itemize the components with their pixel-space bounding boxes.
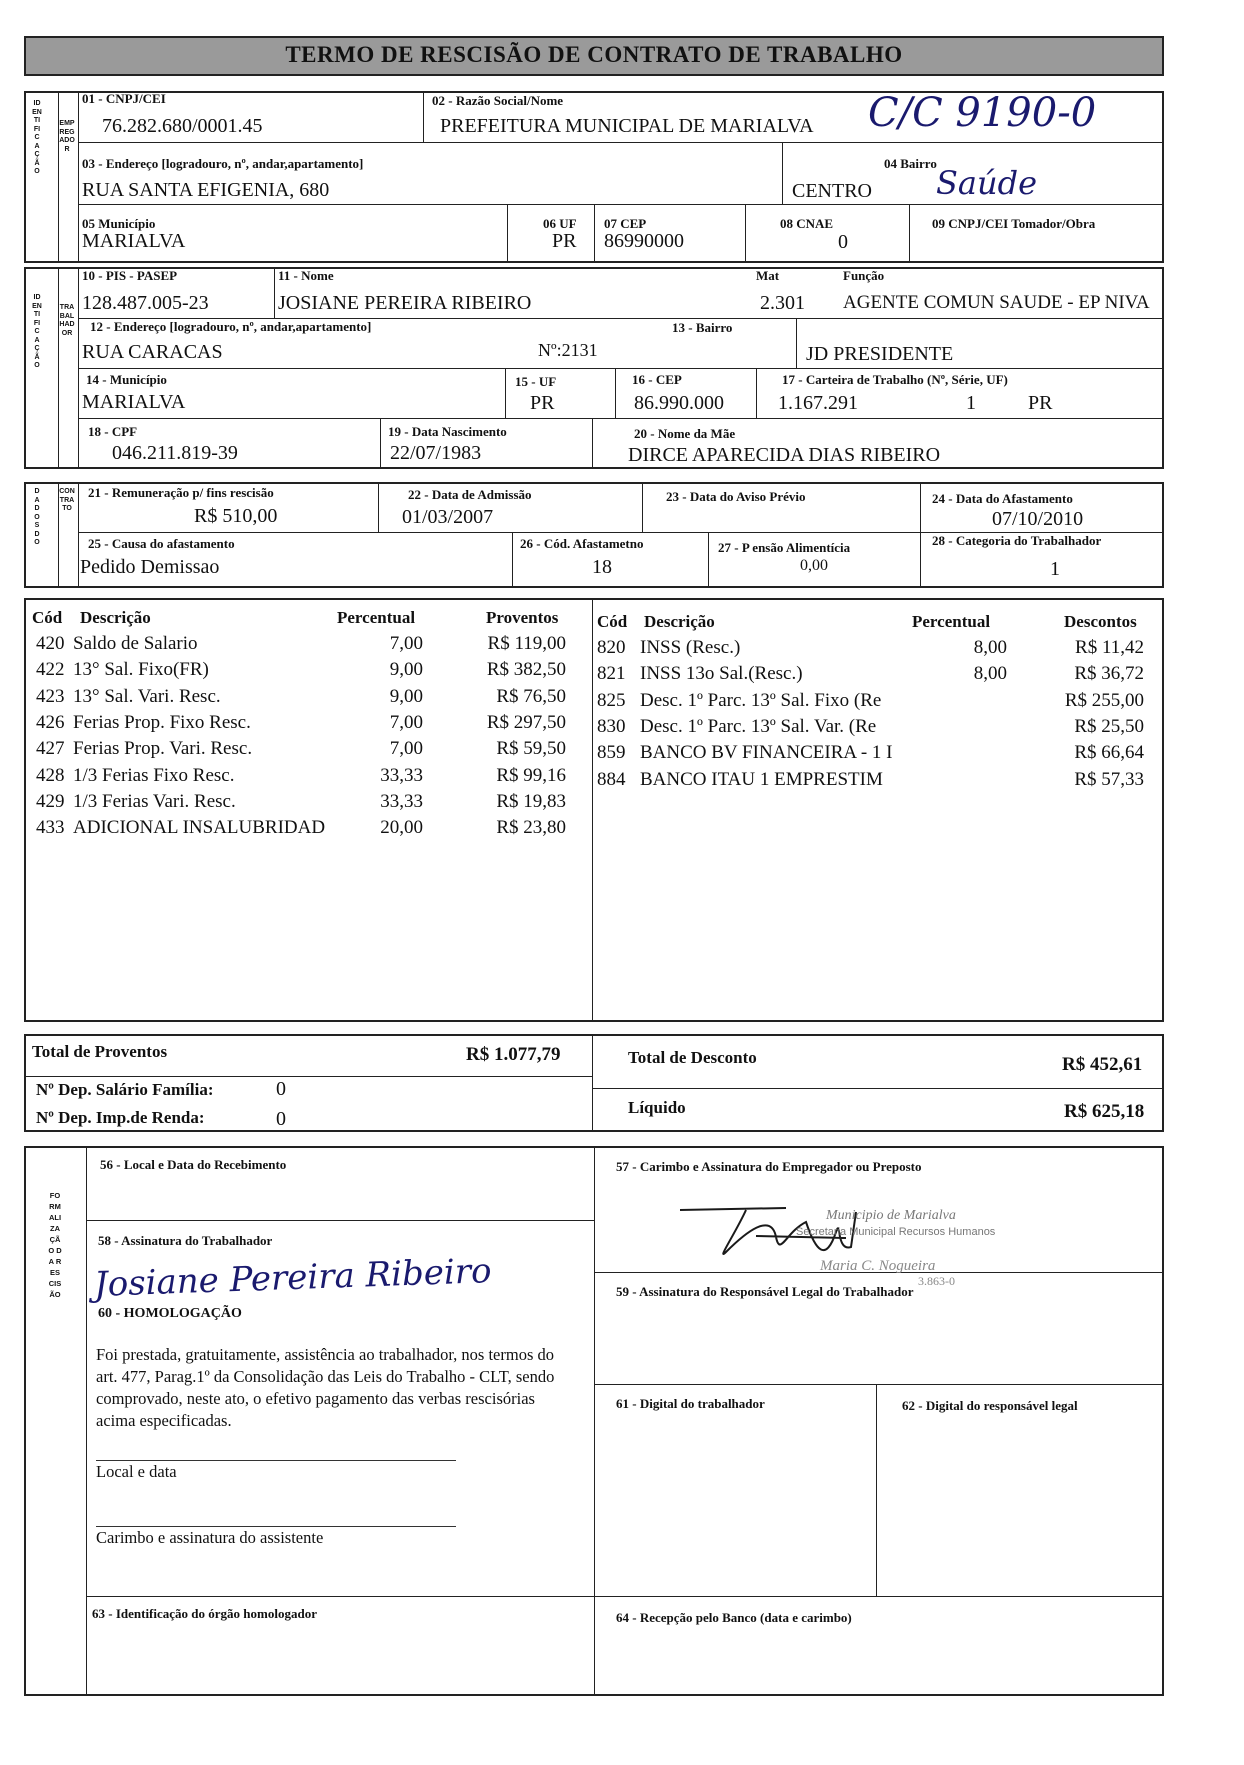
side-label-identificacao: IDENTIFICAÇÃO — [32, 100, 42, 175]
descontos-header-perc: Percentual — [912, 612, 991, 631]
descontos-row-val: R$ 36,72 — [1074, 663, 1144, 685]
remun-label: 21 - Remuneração p/ fins rescisão — [88, 485, 274, 500]
proventos-row-perc: 33,33 — [380, 764, 423, 786]
pensao-label: 27 - P ensão Alimentícia — [718, 540, 851, 555]
cod-afast-label: 26 - Cód. Afastametno — [520, 536, 644, 551]
proventos-row-desc: 13° Sal. Vari. Resc. — [73, 685, 221, 707]
dep-familia-value: 0 — [276, 1078, 286, 1100]
cep-value: 86990000 — [604, 230, 684, 252]
descontos-row-val: R$ 66,64 — [1074, 742, 1144, 764]
causa-label: 25 - Causa do afastamento — [88, 536, 235, 551]
total-desconto-label: Total de Desconto — [628, 1048, 757, 1067]
proventos-row-val: R$ 99,16 — [496, 764, 566, 786]
proventos-row-cod: 427 — [36, 738, 65, 760]
proventos-header-val: Proventos — [486, 608, 559, 627]
liquido-value: R$ 625,18 — [1064, 1101, 1145, 1122]
proventos-row-desc: Ferias Prop. Fixo Resc. — [73, 711, 251, 733]
mat-value: 2.301 — [760, 292, 805, 314]
descontos-row-val: R$ 255,00 — [1064, 689, 1144, 711]
descontos-header-cod: Cód — [597, 612, 628, 631]
categoria-label: 28 - Categoria do Trabalhador — [932, 533, 1102, 548]
cnae-value: 0 — [838, 231, 848, 253]
worker-municipio-value: MARIALVA — [82, 391, 186, 413]
cnpj-value: 76.282.680/0001.45 — [102, 115, 263, 137]
ctps-label: 17 - Carteira de Trabalho (Nº, Série, UF) — [782, 372, 1008, 387]
handwritten-ref: C/C 9190-0 — [868, 90, 1097, 136]
proventos-header-perc: Percentual — [337, 608, 416, 627]
descontos-row-cod: 884 — [597, 768, 626, 790]
total-proventos-label: Total de Proventos — [32, 1042, 168, 1061]
liquido-label: Líquido — [628, 1098, 686, 1117]
dep-renda-label: Nº Dep. Imp.de Renda: — [36, 1108, 205, 1127]
side-label-trabalhador: TRABALHADOR — [59, 304, 75, 337]
document-title: TERMO DE RESCISÃO DE CONTRATO DE TRABALHO — [285, 42, 903, 67]
side-label-dados-do: DADOS DO — [34, 488, 40, 546]
field-64-label: 64 - Recepção pelo Banco (data e carimbo) — [616, 1610, 852, 1625]
descontos-row-val: R$ 25,50 — [1074, 715, 1144, 737]
proventos-row-cod: 429 — [36, 790, 65, 812]
mae-value: DIRCE APARECIDA DIAS RIBEIRO — [628, 444, 941, 466]
homologacao-text: Foi prestada, gratuitamente, assistência ao trabalhador, nos termos do art. 477, Parag.1º da Consolidação das Leis do Trabalho - CLT, sendo comprovado, neste ato, o efetivo pagamento das verbas rescisórias acima especificadas. — [96, 1345, 555, 1430]
endereco-label: 03 - Endereço [logradouro, nº, andar,apartamento] — [82, 156, 364, 171]
worker-signature: Josiane Pereira Ribeiro — [93, 1251, 493, 1305]
descontos-row-desc: BANCO ITAU 1 EMPRESTIM — [640, 768, 883, 790]
afast-label: 24 - Data do Afastamento — [932, 491, 1073, 506]
descontos-row-cod: 830 — [597, 715, 626, 737]
handwritten-bairro: Saúde — [936, 164, 1038, 202]
cep-label: 07 CEP — [604, 216, 647, 231]
stamp-line-1: Municipio de Marialva — [826, 1208, 956, 1223]
descontos-header-val: Descontos — [1064, 612, 1137, 631]
razao-label: 02 - Razão Social/Nome — [432, 93, 564, 108]
worker-cep-value: 86.990.000 — [634, 392, 724, 414]
local-data-label: Local e data — [96, 1462, 177, 1481]
aviso-label: 23 - Data do Aviso Prévio — [666, 489, 806, 504]
funcao-label: Função — [843, 268, 885, 283]
razao-value: PREFEITURA MUNICIPAL DE MARIALVA — [440, 115, 814, 137]
descontos-row-desc: INSS 13o Sal.(Resc.) — [640, 663, 803, 685]
proventos-header-desc: Descrição — [80, 608, 151, 627]
municipio-value: MARIALVA — [82, 230, 186, 252]
side-label-contrato: CONTRATO — [59, 488, 75, 512]
carimbo-assistente-label: Carimbo e assinatura do assistente — [96, 1528, 324, 1547]
mat-label: Mat — [756, 268, 780, 283]
title-bar — [24, 36, 1164, 76]
nasc-label: 19 - Data Nascimento — [388, 424, 507, 439]
field-63-label: 63 - Identificação do órgão homologador — [92, 1606, 317, 1621]
pis-value: 128.487.005-23 — [82, 292, 209, 314]
proventos-row-cod: 422 — [36, 659, 65, 681]
worker-municipio-label: 14 - Município — [86, 372, 167, 387]
municipio-label: 05 Município — [82, 216, 156, 231]
proventos-row-val: R$ 23,80 — [496, 817, 566, 839]
proventos-row-val: R$ 297,50 — [486, 711, 566, 733]
proventos-row-cod: 428 — [36, 764, 65, 786]
categoria-value: 1 — [1050, 558, 1060, 580]
proventos-row-desc: 1/3 Ferias Fixo Resc. — [73, 764, 235, 786]
employer-signature-icon — [676, 1192, 1026, 1292]
proventos-row-desc: Saldo de Salario — [73, 633, 198, 654]
proventos-row-cod: 433 — [36, 817, 65, 839]
uf-value: PR — [552, 230, 577, 252]
admissao-value: 01/03/2007 — [402, 506, 494, 528]
proventos-row-perc: 9,00 — [389, 685, 423, 707]
descontos-row-perc: 8,00 — [973, 663, 1007, 685]
cnpj-label: 01 - CNPJ/CEI — [82, 91, 166, 106]
uf-label: 06 UF — [543, 216, 577, 231]
pensao-value: 0,00 — [800, 557, 828, 574]
ctps-serie-value: 1 — [966, 392, 976, 414]
ctps-uf-value: PR — [1028, 392, 1053, 414]
remun-value: R$ 510,00 — [194, 505, 278, 527]
stamp-line-2: Secretaria Municipal Recursos Humanos — [796, 1226, 996, 1238]
proventos-row-desc: 1/3 Ferias Vari. Resc. — [73, 790, 236, 812]
proventos-row-cod: 423 — [36, 685, 65, 707]
proventos-row-val: R$ 76,50 — [496, 685, 566, 707]
worker-cep-label: 16 - CEP — [632, 372, 682, 387]
pis-label: 10 - PIS - PASEP — [82, 268, 178, 283]
cpf-label: 18 - CPF — [88, 424, 138, 439]
dep-familia-label: Nº Dep. Salário Família: — [36, 1080, 214, 1099]
proventos-row-perc: 20,00 — [380, 817, 423, 839]
proventos-row-val: R$ 382,50 — [486, 659, 566, 681]
side-label-formalizacao: FORMALIZAÇÃO DA RESCISÃO — [48, 1191, 62, 1299]
nome-label: 11 - Nome — [278, 268, 334, 283]
proventos-row-perc: 33,33 — [380, 790, 423, 812]
proventos-row-desc: ADICIONAL INSALUBRIDAD — [73, 817, 326, 839]
side-label-empregador: EMPREGADOR — [59, 120, 75, 153]
worker-numero-value: Nº:2131 — [538, 340, 598, 360]
nome-value: JOSIANE PEREIRA RIBEIRO — [278, 292, 532, 314]
field-59-label: 59 - Assinatura do Responsável Legal do Trabalhador — [616, 1284, 914, 1299]
field-60-label: 60 - HOMOLOGAÇÃO — [98, 1306, 242, 1321]
worker-endereco-label: 12 - Endereço [logradouro, nº, andar,apartamento] — [90, 319, 372, 334]
descontos-row-val: R$ 11,42 — [1075, 637, 1144, 658]
proventos-row-perc: 9,00 — [389, 659, 423, 681]
total-proventos-value: R$ 1.077,79 — [466, 1044, 561, 1065]
worker-uf-value: PR — [530, 392, 555, 414]
funcao-value: AGENTE COMUN SAUDE - EP NIVA — [843, 292, 1150, 313]
dep-renda-value: 0 — [276, 1108, 286, 1130]
cod-afast-value: 18 — [592, 556, 612, 578]
nasc-value: 22/07/1983 — [390, 442, 482, 464]
proventos-row-cod: 420 — [36, 633, 65, 654]
worker-uf-label: 15 - UF — [515, 374, 557, 389]
proventos-row-val: R$ 59,50 — [496, 738, 566, 760]
mae-label: 20 - Nome da Mãe — [634, 426, 736, 441]
field-56-label: 56 - Local e Data do Recebimento — [100, 1157, 287, 1172]
proventos-row-perc: 7,00 — [389, 738, 423, 760]
cpf-value: 046.211.819-39 — [112, 442, 238, 464]
total-desconto-value: R$ 452,61 — [1062, 1054, 1143, 1075]
field-61-label: 61 - Digital do trabalhador — [616, 1396, 765, 1411]
field-58-label: 58 - Assinatura do Trabalhador — [98, 1233, 273, 1248]
descontos-row-desc: Desc. 1º Parc. 13º Sal. Fixo (Re — [640, 689, 882, 711]
descontos-row-cod: 821 — [597, 663, 626, 685]
proventos-row-desc: 13° Sal. Fixo(FR) — [73, 659, 209, 681]
endereco-value: RUA SANTA EFIGENIA, 680 — [82, 179, 330, 201]
descontos-header-desc: Descrição — [644, 612, 715, 631]
proventos-row-perc: 7,00 — [389, 633, 423, 654]
worker-bairro-value: JD PRESIDENTE — [806, 343, 954, 365]
afast-value: 07/10/2010 — [992, 508, 1084, 530]
admissao-label: 22 - Data de Admissão — [408, 487, 532, 502]
proventos-row-val: R$ 19,83 — [496, 790, 566, 812]
tomador-label: 09 CNPJ/CEI Tomador/Obra — [932, 216, 1096, 231]
descontos-row-desc: INSS (Resc.) — [640, 637, 741, 658]
proventos-row-desc: Ferias Prop. Vari. Resc. — [73, 738, 253, 760]
field-62-label: 62 - Digital do responsável legal — [902, 1398, 1078, 1413]
stamp-line-3: Maria C. Nogueira — [820, 1258, 936, 1274]
bairro-label: 04 Bairro — [884, 156, 937, 171]
employer-stamp — [676, 1192, 1026, 1292]
descontos-row-cod: 820 — [597, 637, 626, 658]
worker-bairro-label: 13 - Bairro — [672, 320, 733, 335]
proventos-row-perc: 7,00 — [389, 711, 423, 733]
proventos-row-cod: 426 — [36, 711, 65, 733]
causa-value: Pedido Demissao — [80, 556, 220, 578]
descontos-row-desc: Desc. 1º Parc. 13º Sal. Var. (Re — [640, 715, 877, 737]
cnae-label: 08 CNAE — [780, 216, 834, 231]
bairro-value: CENTRO — [792, 180, 872, 202]
descontos-row-cod: 859 — [597, 742, 626, 764]
ctps-num-value: 1.167.291 — [778, 392, 858, 414]
side-label-identificacao-worker: IDENTIFICAÇÃO — [32, 294, 42, 369]
stamp-line-4: 3.863-0 — [918, 1274, 955, 1288]
descontos-row-val: R$ 57,33 — [1074, 768, 1144, 790]
descontos-row-desc: BANCO BV FINANCEIRA - 1 I — [640, 742, 893, 764]
proventos-header-cod: Cód — [32, 608, 63, 627]
descontos-row-cod: 825 — [597, 689, 626, 711]
worker-endereco-value: RUA CARACAS — [82, 341, 223, 363]
descontos-row-perc: 8,00 — [973, 637, 1007, 658]
proventos-row-val: R$ 119,00 — [487, 633, 566, 654]
field-57-label: 57 - Carimbo e Assinatura do Empregador ou Preposto — [616, 1159, 922, 1174]
